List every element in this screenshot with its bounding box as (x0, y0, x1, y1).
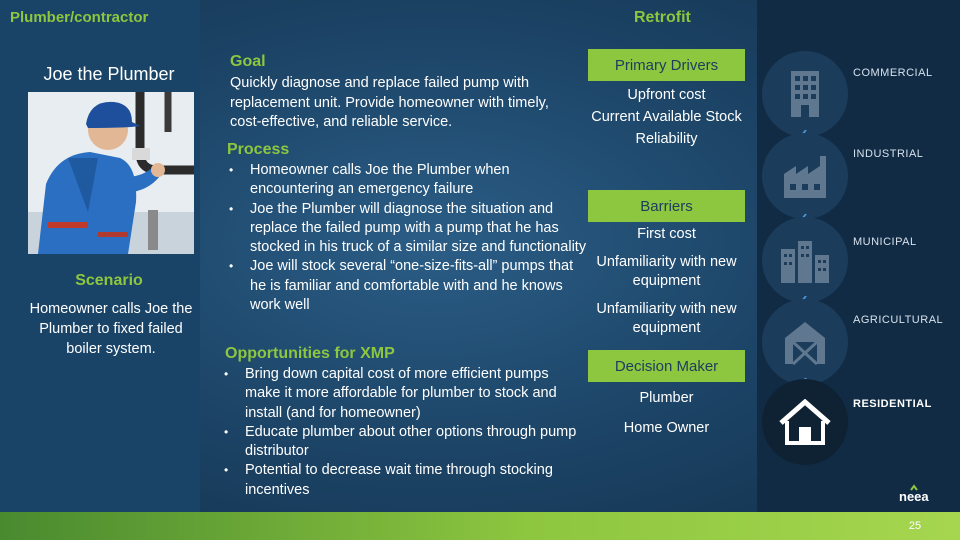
sector-agricultural[interactable] (762, 299, 848, 385)
goal-title: Goal (230, 53, 266, 70)
sector-industrial[interactable] (762, 133, 848, 219)
page-number: 25 (908, 520, 922, 532)
primary-drivers-list (578, 84, 755, 150)
segment-label: Plumber/contractor (10, 9, 149, 26)
scenario-title: Scenario (75, 272, 143, 289)
persona-name: Joe the Plumber (43, 64, 175, 84)
opportunities-title: Opportunities for XMP (225, 345, 395, 362)
barriers-list (578, 225, 755, 347)
sector-commercial[interactable] (762, 51, 848, 137)
primary-drivers-header: Primary Drivers (588, 49, 745, 81)
process-item: • Homeowner calls Joe the Plumber when encountering an emergency failure (227, 161, 587, 200)
sector-label-municipal: MUNICIPAL (853, 236, 917, 248)
sector-municipal[interactable] (762, 217, 848, 303)
process-item: • Joe the Plumber will diagnose the situation and replace the failed pump with a pump that he has stocked in his truck of a similar size and functionality (227, 200, 587, 258)
decision-maker-list (578, 383, 755, 443)
factory-icon (780, 154, 830, 198)
process-list (227, 161, 587, 315)
footer-bar (0, 512, 960, 540)
driver-item: Upfront cost (627, 87, 706, 103)
city-buildings-icon (779, 237, 831, 283)
sector-label-commercial: COMMERCIAL (853, 67, 933, 79)
opportunity-item: • Bring down capital cost of more efficient pumps make it more affordable for plumber to stock and install (and for homeowner) (222, 365, 582, 423)
decision-maker-item: Plumber (639, 390, 694, 406)
svg-text:neea: neea (899, 489, 929, 504)
driver-item: Current Available Stock (591, 109, 742, 125)
decision-maker-header: Decision Maker (588, 350, 745, 382)
process-title: Process (227, 141, 290, 158)
sector-label-industrial: INDUSTRIAL (853, 148, 924, 160)
opportunity-item: • Potential to decrease wait time through stocking incentives (222, 461, 582, 500)
house-icon (779, 399, 831, 445)
office-building-icon (785, 69, 825, 119)
decision-maker-item: Home Owner (623, 420, 710, 436)
goal-text: Quickly diagnose and replace failed pump with replacement unit. Provide homeowner with timely, cost-effective, and reliable service. (230, 75, 549, 130)
opportunity-item: • Educate plumber about other options through pump distributor (222, 423, 582, 462)
barn-icon (781, 318, 829, 366)
sector-residential[interactable] (762, 379, 848, 465)
opportunities-list (222, 365, 582, 500)
barriers-header: Barriers (588, 190, 745, 222)
neea-logo (897, 484, 937, 504)
barrier-item: First cost (637, 226, 696, 242)
sector-label-residential: RESIDENTIAL (853, 398, 932, 410)
barrier-item: Unfamiliarity with new equipment (596, 300, 737, 336)
retrofit-title: Retrofit (634, 9, 691, 26)
driver-item: Reliability (635, 131, 698, 147)
process-item: • Joe will stock several “one-size-fits-all” pumps that he is familiar and comfortable with and he knows work well (227, 257, 587, 315)
sector-label-agricultural: AGRICULTURAL (853, 314, 944, 326)
scenario-text: Homeowner calls Joe the Plumber to fixed failed boiler system. (29, 301, 193, 357)
barrier-item: Unfamiliarity with new equipment (596, 253, 737, 289)
persona-photo (28, 92, 194, 254)
